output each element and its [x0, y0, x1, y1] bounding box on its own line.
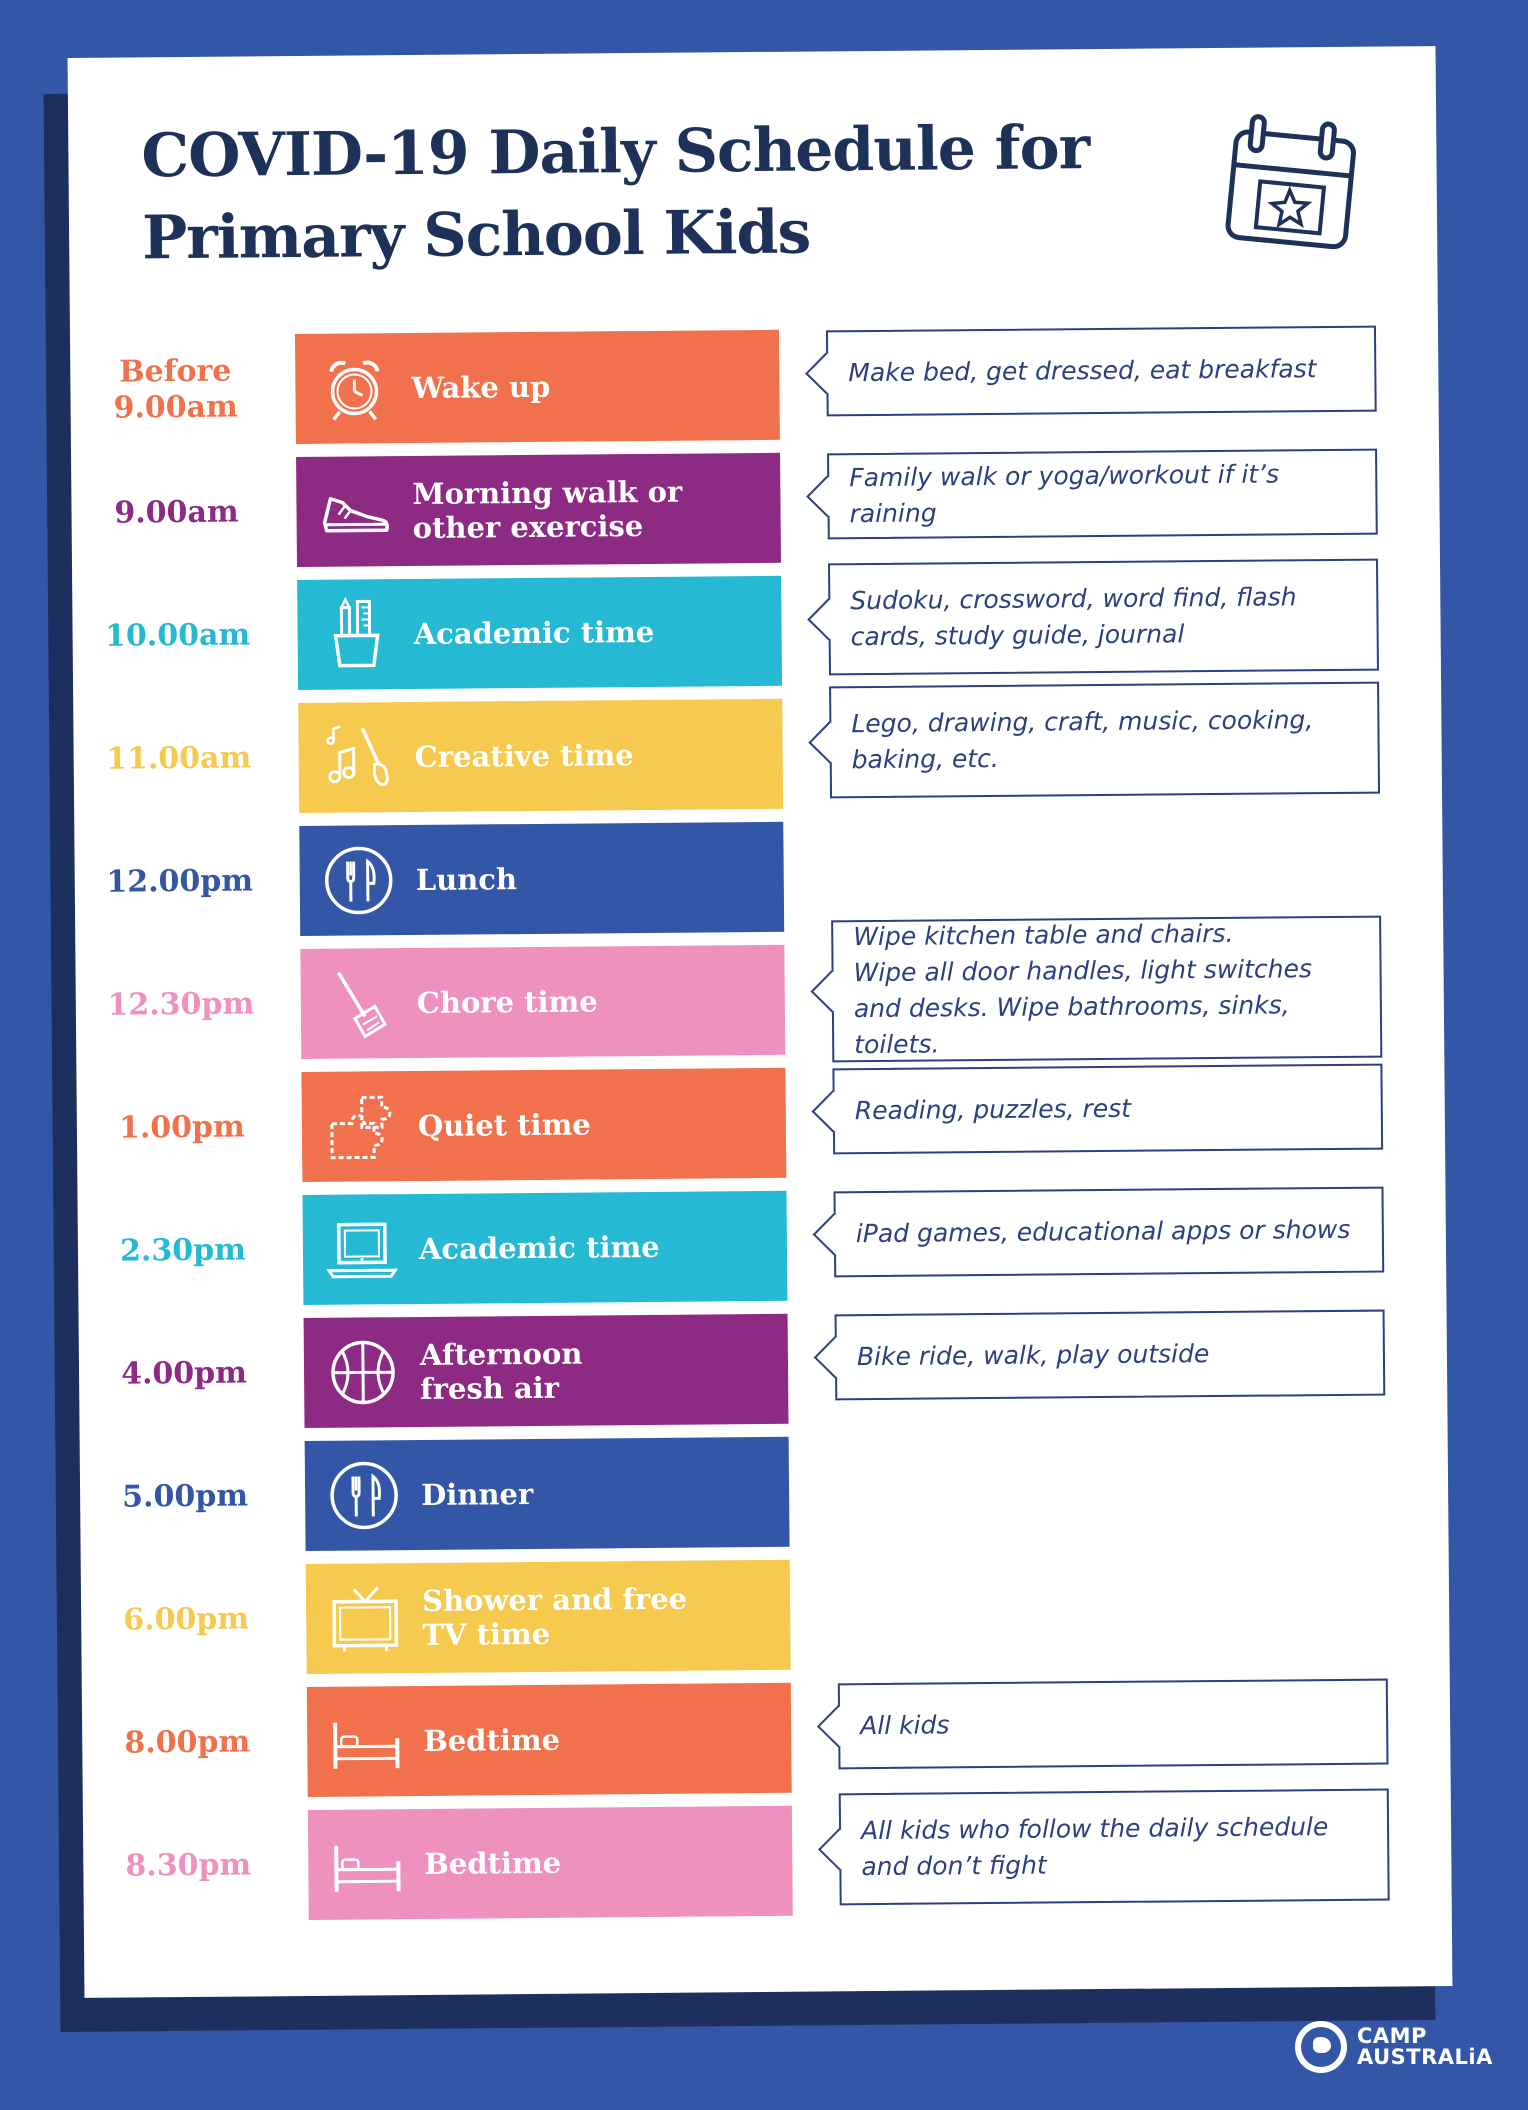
- activity-bar: [306, 1560, 791, 1674]
- note-text: Bike ride, walk, play outside: [856, 1339, 1210, 1372]
- laptop-icon: [302, 1194, 421, 1305]
- plate-cutlery-icon: [305, 1440, 424, 1551]
- activity-bar: [295, 330, 780, 444]
- title-line-2: Primary School Kids: [141, 197, 811, 274]
- schedule-row: [83, 1800, 1452, 1922]
- activity-label: Bedtime: [424, 1845, 562, 1881]
- note-text: Lego, drawing, craft, music, cooking, baking, etc.: [851, 705, 1314, 775]
- bed-icon: [307, 1686, 426, 1797]
- note-text: All kids who follow the daily schedule and don’t fight: [860, 1812, 1329, 1882]
- bed-icon: [308, 1809, 427, 1920]
- activity-label: Morning walk or other exercise: [412, 474, 683, 546]
- basketball-icon: [304, 1317, 423, 1428]
- alarm-clock-icon: [295, 333, 414, 444]
- activity-label: Quiet time: [417, 1107, 591, 1143]
- camp-australia-logo: [1295, 2018, 1493, 2076]
- activity-bar: [300, 945, 785, 1059]
- activity-note: [831, 916, 1382, 1063]
- note-text: Make bed, get dressed, eat breakfast: [848, 354, 1317, 388]
- broom-icon: [300, 948, 419, 1059]
- time-label: 2.30pm: [119, 1232, 247, 1269]
- activity-note: [832, 1064, 1383, 1155]
- time-label: 12.30pm: [107, 986, 255, 1023]
- activity-note: [835, 1310, 1386, 1401]
- activity-label: Bedtime: [423, 1722, 561, 1758]
- activity-bar: [304, 1314, 789, 1428]
- activity-bar: [298, 699, 783, 813]
- time-label: 9.00am: [114, 494, 239, 531]
- note-text: Wipe kitchen table and chairs. Wipe all door handles, light switches and desks. Wipe bathrooms, sinks, toilets.: [853, 918, 1313, 1060]
- time-label: Before 9.00am: [113, 353, 238, 426]
- puzzle-icon: [301, 1071, 420, 1182]
- activity-bar: [297, 576, 782, 690]
- schedule-row: [80, 1431, 1449, 1553]
- schedule-row: [79, 1308, 1448, 1430]
- title-line-1: COVID-19 Daily Schedule for: [141, 113, 1090, 192]
- activity-label: Dinner: [420, 1476, 534, 1512]
- activity-note: [829, 682, 1380, 799]
- schedule-row: [70, 324, 1439, 446]
- note-text: All kids: [860, 1710, 950, 1741]
- note-text: iPad games, educational apps or shows: [855, 1214, 1351, 1249]
- activity-bar: [296, 453, 781, 567]
- time-label: 5.00pm: [122, 1478, 249, 1515]
- activity-note: [828, 559, 1379, 676]
- note-text: Reading, puzzles, rest: [854, 1093, 1132, 1126]
- activity-note: [833, 1187, 1384, 1278]
- note-text: Sudoku, crossword, word find, flash cards, study guide, journal: [850, 582, 1297, 652]
- logo-line-2: AUSTRALiA: [1357, 2045, 1493, 2069]
- activity-label: Academic time: [418, 1229, 660, 1266]
- tv-icon: [306, 1563, 425, 1674]
- logo-line-1: CAMP: [1357, 2024, 1427, 2048]
- activity-bar: [302, 1191, 787, 1305]
- activity-label: Chore time: [416, 984, 598, 1020]
- schedule-sheet: [68, 46, 1453, 1998]
- activity-label: Academic time: [413, 614, 655, 652]
- time-label: 8.00pm: [124, 1724, 251, 1761]
- schedule-row: [75, 918, 1444, 1061]
- pencil-cup-icon: [297, 579, 416, 690]
- plate-cutlery-icon: [299, 825, 418, 936]
- schedule-row: [81, 1554, 1450, 1676]
- activity-note: [839, 1789, 1390, 1906]
- australia-map-icon: [1295, 2021, 1347, 2073]
- activity-bar: [301, 1068, 786, 1182]
- sneaker-icon: [296, 456, 415, 567]
- schedule-list: [70, 324, 1438, 1884]
- activity-bar: [308, 1806, 793, 1920]
- calendar-star-icon: [1213, 102, 1364, 263]
- schedule-row: [82, 1677, 1451, 1799]
- time-label: 6.00pm: [123, 1601, 250, 1638]
- time-label: 11.00am: [105, 740, 252, 777]
- music-brush-icon: [298, 702, 417, 813]
- note-text: Family walk or yoga/workout if it’s raining: [849, 459, 1280, 529]
- activity-label: Afternoon fresh air: [419, 1336, 583, 1406]
- activity-note: [838, 1679, 1389, 1770]
- activity-bar: [305, 1437, 790, 1551]
- activity-bar: [307, 1683, 792, 1797]
- time-label: 10.00am: [104, 617, 251, 654]
- schedule-row: [73, 693, 1442, 815]
- page-title: [141, 107, 1090, 279]
- activity-bar: [299, 822, 784, 936]
- schedule-row: [76, 1062, 1445, 1184]
- activity-note: [826, 326, 1377, 417]
- activity-label: Lunch: [415, 862, 518, 897]
- schedule-row: [78, 1185, 1447, 1307]
- time-label: 12.00pm: [106, 863, 254, 900]
- time-label: 8.30pm: [125, 1847, 252, 1884]
- time-label: 1.00pm: [118, 1109, 245, 1146]
- time-label: 4.00pm: [120, 1355, 248, 1392]
- activity-label: Wake up: [411, 369, 551, 406]
- activity-label: Shower and free TV time: [421, 1581, 688, 1652]
- activity-note: [827, 449, 1378, 540]
- activity-label: Creative time: [414, 738, 634, 775]
- schedule-row: [72, 570, 1441, 692]
- schedule-row: [71, 447, 1440, 569]
